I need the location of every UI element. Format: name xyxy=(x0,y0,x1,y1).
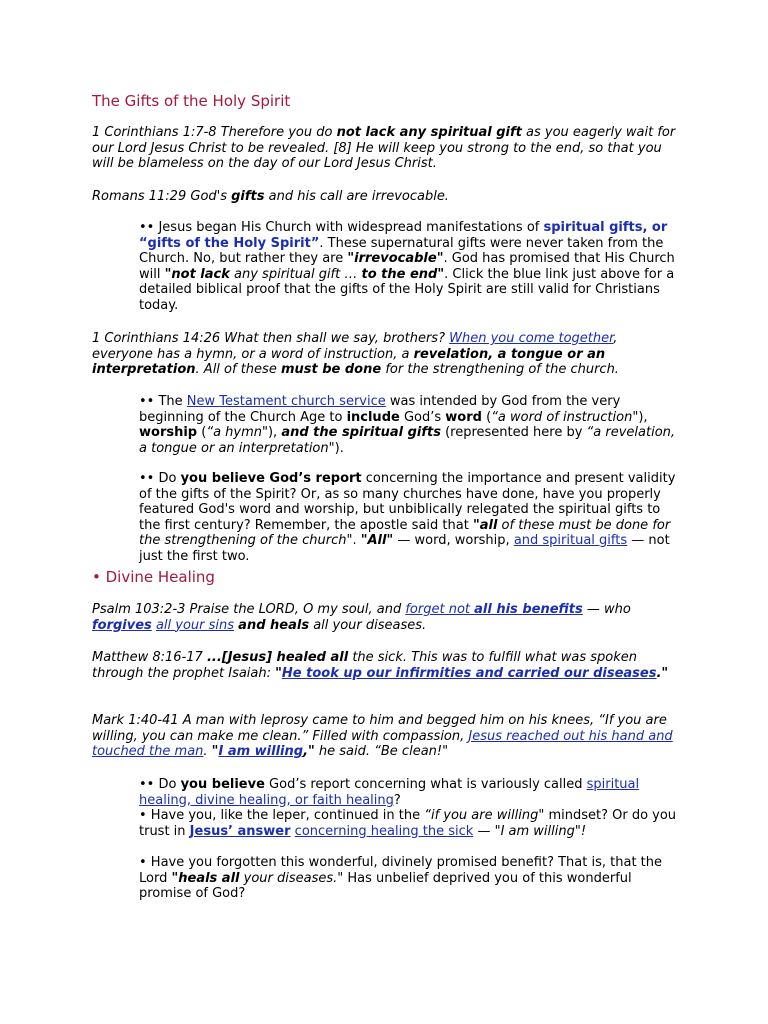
emphasis: worship xyxy=(139,425,198,440)
text: any spiritual gift … xyxy=(229,266,362,282)
scripture-ref: 1 Corinthians 14:26 xyxy=(92,331,221,346)
text: God's xyxy=(186,189,232,204)
text: . Click the blue link just above for a detailed biblical proof that the gifts of the Holy Spirit are still valid for Christians today. xyxy=(139,266,675,313)
text: What then shall we say, brothers? xyxy=(220,331,450,346)
text: "), xyxy=(262,425,282,440)
emphasis: include xyxy=(346,409,400,425)
text: all your diseases. xyxy=(309,617,427,633)
emphasis: word xyxy=(445,409,482,425)
link-forget-not[interactable]: forget not xyxy=(405,602,475,617)
emphasis: "all xyxy=(472,517,498,533)
commentary-forgotten-benefit xyxy=(139,855,679,902)
scripture-ref: Romans 11:29 xyxy=(92,189,187,204)
link-jesus-reached-out[interactable]: Jesus reached out his hand and touched the man xyxy=(92,728,673,759)
text: God’s report concerning what is variously called xyxy=(264,777,587,792)
emphasis: and the spiritual gifts xyxy=(281,425,441,440)
link-new-testament-church-service[interactable]: New Testament church service xyxy=(186,394,386,409)
text: ? xyxy=(393,792,401,808)
quote: “a hymn xyxy=(206,425,262,440)
text: and his call are irrevocable. xyxy=(264,189,449,204)
text: , everyone has a hymn, or a word of instruction, a xyxy=(92,331,618,362)
scripture-1cor-1-7 xyxy=(92,125,677,172)
text: • Have you, like the leper, continued in the xyxy=(139,808,425,823)
scripture-ref: 1 Corinthians 1:7-8 xyxy=(92,125,217,140)
text: mindset? Or do you trust in xyxy=(139,808,677,839)
emphasis: must be done xyxy=(280,362,382,377)
link-when-you-come-together[interactable]: When you come together xyxy=(449,331,614,346)
text: as you eagerly wait for our Lord Jesus Christ to be revealed. [8] He will keep you strong to the end, so that you will be blameless on the day of our Lord Jesus Christ. xyxy=(92,125,676,171)
text: A man with leprosy came to him and begged him on his knees, “If you are willing, you can make me clean.” Filled with compassion, xyxy=(92,713,667,744)
quote: “a word of instruction xyxy=(491,409,633,425)
text: •• Do xyxy=(139,471,181,486)
link-i-am-willing[interactable]: I am willing xyxy=(218,744,304,759)
text: . God has promised that His Church will xyxy=(139,251,675,282)
link-concerning-healing-the-sick[interactable]: concerning healing the sick xyxy=(294,823,474,839)
commentary-church-service xyxy=(139,394,679,456)
emphasis: to the end" xyxy=(361,266,445,282)
section-heading-gifts: The Gifts of the Holy Spirit xyxy=(92,92,291,110)
emphasis: and heals xyxy=(238,617,310,633)
scripture-ref: Mark 1:40-41 xyxy=(92,713,179,728)
emphasis: ...[Jesus] healed all xyxy=(206,650,349,665)
quote-mark: " xyxy=(211,744,219,759)
scripture-matthew-8 xyxy=(92,650,677,681)
text: Praise the LORD, O my soul, and xyxy=(185,602,406,617)
emphasis: "All" xyxy=(360,533,394,548)
text: •• Jesus began His Church with widespread manifestations of xyxy=(139,220,544,235)
quote: your diseases." xyxy=(239,870,344,886)
scripture-psalm-103 xyxy=(92,602,677,633)
emphasis: revelation xyxy=(413,346,489,362)
text: ( xyxy=(481,409,492,425)
text: he said. “Be clean!" xyxy=(314,744,449,759)
text: • Have you forgotten this wonderful, divinely promised benefit? That is, that the Lord xyxy=(139,855,663,886)
emphasis-blue: spiritual gifts, or “gifts of the Holy Spirit” xyxy=(139,220,668,251)
quote-mark: " xyxy=(275,665,282,681)
text: ". xyxy=(346,533,361,548)
quote: “a revelation, a tongue or an interpretation xyxy=(139,425,676,456)
scripture-romans-11-29 xyxy=(92,189,677,205)
emphasis: "not lack xyxy=(164,266,230,282)
text: — not just the first two. xyxy=(139,533,670,564)
link-and-spiritual-gifts[interactable]: and spiritual gifts xyxy=(513,533,628,548)
emphasis: "irrevocable" xyxy=(347,251,444,266)
scripture-ref: Matthew 8:16-17 xyxy=(92,650,203,665)
quote: “if you are willing" xyxy=(424,808,545,823)
scripture-mark-1 xyxy=(92,713,677,760)
link-all-his-benefits[interactable]: all his benefits xyxy=(474,602,583,617)
text: — who xyxy=(582,602,631,617)
text: Has unbelief deprived you of this wonderful promise of God? xyxy=(139,870,632,901)
link-jesus-answer[interactable]: Jesus’ answer xyxy=(189,823,291,839)
emphasis: "heals all xyxy=(171,870,240,886)
emphasis: , a tongue or an interpretation xyxy=(92,346,606,377)
text: — xyxy=(473,823,495,839)
link-he-took-up-our-infirmities[interactable]: He took up our infirmities and carried our diseases xyxy=(281,665,657,681)
scripture-ref: Psalm 103:2-3 xyxy=(92,602,186,617)
emphasis: you believe God’s report xyxy=(180,471,362,486)
emphasis: gifts xyxy=(231,189,265,204)
commentary-healing xyxy=(139,777,679,839)
text: . These supernatural gifts were never taken from the Church. No, but rather they are xyxy=(139,235,664,266)
text: Therefore you do xyxy=(216,125,337,140)
text: •• The xyxy=(139,394,187,409)
emphasis: not lack any spiritual gift xyxy=(336,125,522,140)
link-forgives[interactable]: forgives xyxy=(92,617,152,633)
text: "). xyxy=(328,440,344,456)
text: (represented here by xyxy=(440,425,587,440)
text: •• Do xyxy=(139,777,181,792)
text: concerning the importance and present validity of the gifts of the Spirit? Or, as so many churches have done, have you properly featured God's word and worship, but unbiblically relegated the spiritual gifts to the first century? Remember, the apostle said that xyxy=(139,471,676,533)
section-heading-divine-healing: • Divine Healing xyxy=(92,568,215,586)
text: the sick. This was to fulfill what was spoken through the prophet Isaiah: xyxy=(92,650,638,681)
text: "), xyxy=(632,409,648,425)
link-all-your-sins[interactable]: all your sins xyxy=(155,617,235,633)
text: was intended by God from the very beginning of the Church Age to xyxy=(139,394,621,425)
quote: of these must be done for the strengthening of the church xyxy=(139,517,671,548)
text: — word, worship, xyxy=(393,533,514,548)
commentary-gifts xyxy=(139,220,679,313)
text: God’s xyxy=(399,409,446,425)
quote-mark: ," xyxy=(303,744,315,759)
quote: "I am willing"! xyxy=(494,823,587,839)
link-spiritual-healing[interactable]: spiritual healing, divine healing, or faith healing xyxy=(139,777,640,808)
emphasis: you believe xyxy=(180,777,265,792)
text: ( xyxy=(197,425,207,440)
commentary-believe-report xyxy=(139,471,679,564)
scripture-1cor-14-26 xyxy=(92,331,677,378)
text: . All of these xyxy=(195,362,281,377)
quote-mark: ." xyxy=(656,665,669,681)
text: for the strengthening of the church. xyxy=(381,362,619,377)
text: . xyxy=(203,744,212,759)
